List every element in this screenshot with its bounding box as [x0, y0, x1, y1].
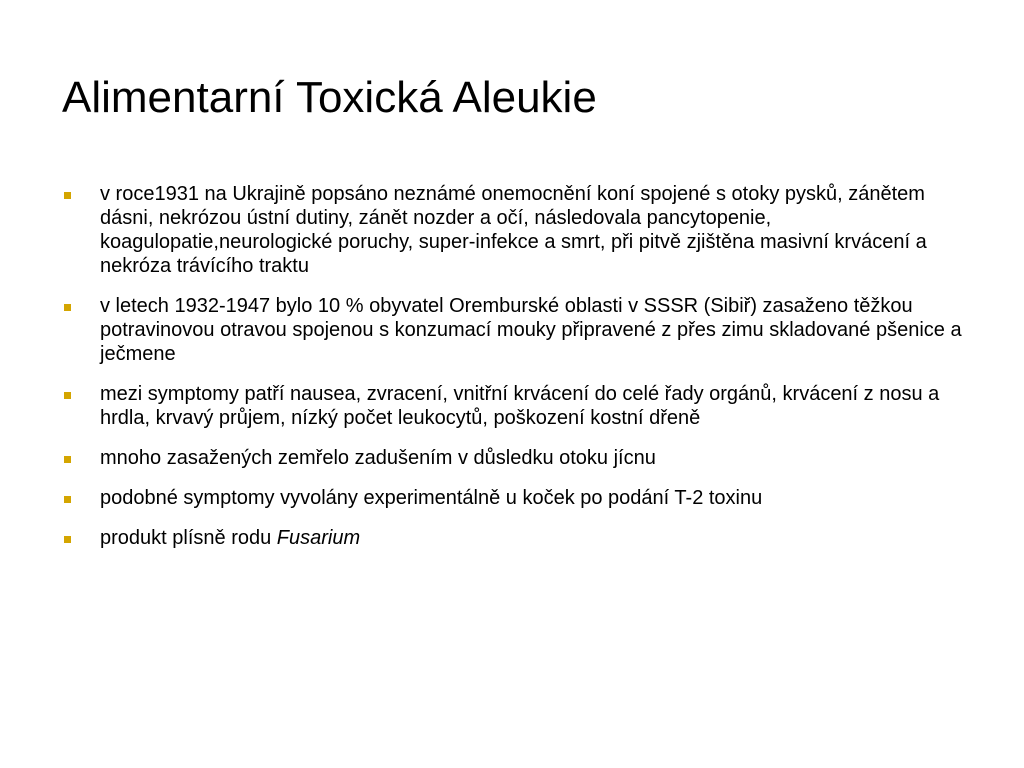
- square-bullet-icon: [64, 536, 71, 543]
- bullet-item: [62, 446, 962, 470]
- bullet-text: v roce1931 na Ukrajině popsáno neznámé onemocnění koní spojené s otoky pysků, zánětem dásni, nekrózou ústní dutiny, zánět nozder a očí, následovala pancytopenie, koagulopatie,neurologické poruchy, super-infekce a smrt, při pitvě zjištěna masivní krvácení a nekróza trávícího traktu: [100, 183, 927, 277]
- square-bullet-icon: [64, 392, 71, 399]
- bullet-text: podobné symptomy vyvolány experimentálně u koček po podání T-2 toxinu: [100, 487, 763, 509]
- bullet-text: mezi symptomy patří nausea, zvracení, vnitřní krvácení do celé řady orgánů, krvácení z nosu a hrdla, krvavý průjem, nízký počet leukocytů, poškození kostní dřeně: [100, 383, 940, 429]
- bullet-item: [62, 526, 962, 550]
- bullet-item: [62, 486, 962, 510]
- square-bullet-icon: [64, 192, 71, 199]
- bullet-text: v letech 1932-1947 bylo 10 % obyvatel Oremburské oblasti v SSSR (Sibiř) zasaženo těžkou potravinovou otravou spojenou s konzumací mouky připravené z přes zimu skladované pšenice a ječmene: [100, 295, 962, 365]
- bullet-text: mnoho zasažených zemřelo zadušením v důsledku otoku jícnu: [100, 447, 656, 469]
- bullet-item: [62, 382, 962, 430]
- square-bullet-icon: [64, 496, 71, 503]
- bullet-text: produkt plísně rodu: [100, 527, 277, 549]
- square-bullet-icon: [64, 304, 71, 311]
- bullet-text-italic: Fusarium: [276, 527, 361, 549]
- bullet-item: [62, 182, 962, 278]
- square-bullet-icon: [64, 456, 71, 463]
- bullet-list: [62, 182, 962, 566]
- slide-title: Alimentarní Toxická Aleukie: [62, 73, 597, 122]
- bullet-item: [62, 294, 962, 366]
